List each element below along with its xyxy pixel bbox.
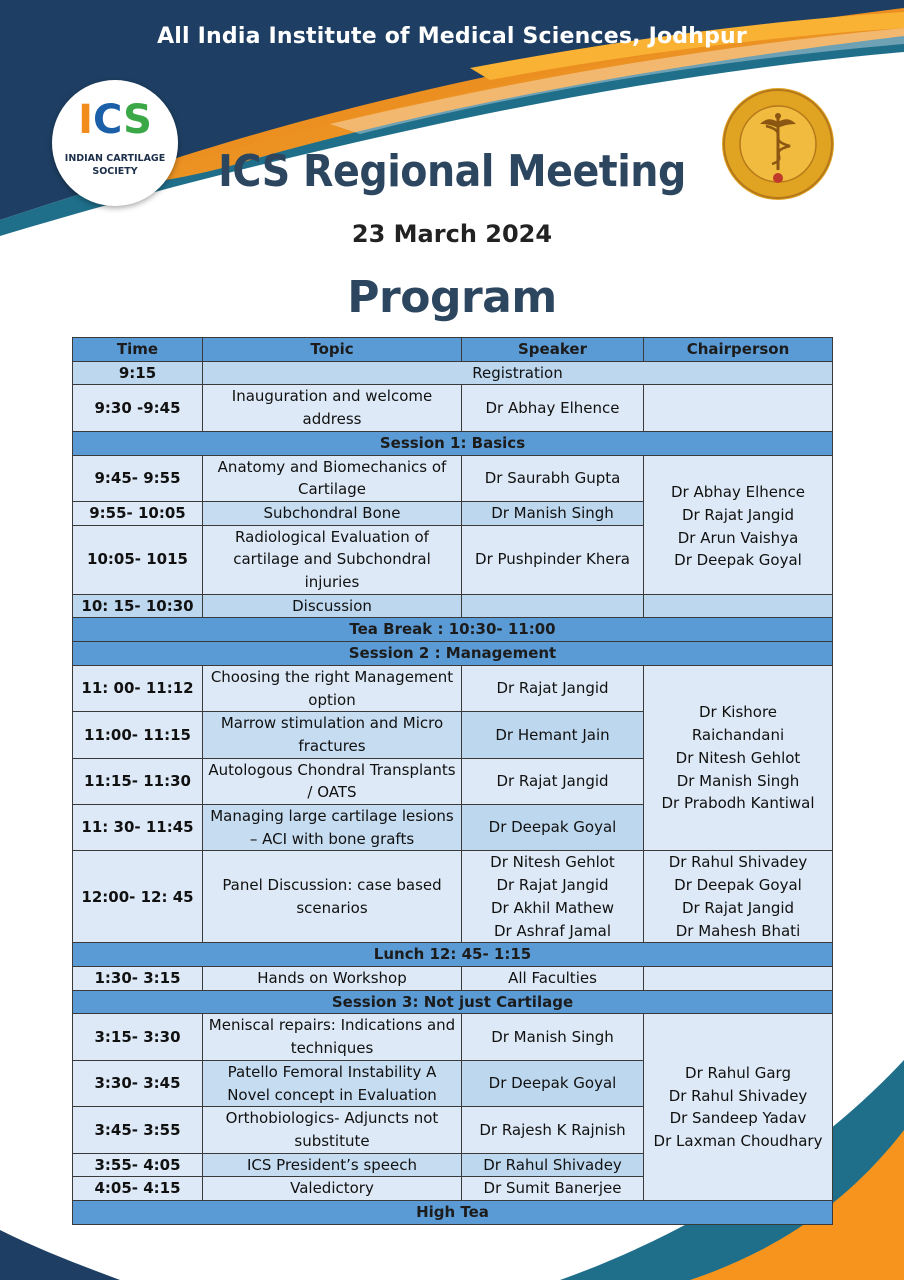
- session-title: Session 3: Not just Cartilage: [73, 990, 833, 1014]
- column-header-speaker: Speaker: [462, 338, 644, 362]
- topic-cell: Inauguration and welcome address: [203, 385, 462, 431]
- column-header-chairperson: Chairperson: [644, 338, 833, 362]
- break-row: [73, 1201, 833, 1225]
- speaker-cell: Dr Manish Singh: [462, 501, 644, 525]
- event-title: ICS Regional Meeting: [218, 146, 686, 197]
- time-cell: 9:30 -9:45: [73, 385, 203, 431]
- lunch-label: Lunch 12: 45- 1:15: [73, 943, 833, 967]
- chairperson-name: Dr Prabodh Kantiwal: [661, 794, 815, 813]
- speaker-cell: Dr Rajesh K Rajnish: [462, 1107, 644, 1153]
- chairperson-name: Dr Laxman Choudhary: [653, 1131, 823, 1150]
- table-row: [73, 455, 833, 501]
- topic-cell: Discussion: [203, 594, 462, 618]
- speaker-cell: Dr Deepak Goyal: [462, 1060, 644, 1106]
- chairperson-name: Dr Kishore Raichandani: [691, 703, 785, 745]
- session-header-row: [73, 642, 833, 666]
- time-cell: 12:00- 12: 45: [73, 851, 203, 943]
- high-tea-label: High Tea: [73, 1201, 833, 1225]
- chairperson-name: Dr Rahul Shivadey: [668, 853, 808, 872]
- speaker-name: Dr Akhil Mathew: [490, 898, 615, 917]
- chairpersons-cell: [644, 1014, 833, 1201]
- topic-cell: Orthobiologics- Adjuncts not substitute: [203, 1107, 462, 1153]
- speaker-cell: Dr Hemant Jain: [462, 712, 644, 758]
- time-cell: 10: 15- 10:30: [73, 594, 203, 618]
- topic-cell: Anatomy and Biomechanics of Cartilage: [203, 455, 462, 501]
- table-row: [73, 665, 833, 711]
- program-schedule-table: [72, 337, 833, 1225]
- chairperson-name: Dr Rahul Garg: [685, 1063, 791, 1082]
- session-header-row: [73, 431, 833, 455]
- time-cell: 3:55- 4:05: [73, 1153, 203, 1177]
- chairperson-name: Dr Mahesh Bhati: [675, 921, 801, 940]
- speaker-cell: [462, 594, 644, 618]
- chair-cell: [644, 385, 833, 431]
- speaker-name: Dr Nitesh Gehlot: [490, 853, 615, 872]
- ics-logo-mark: ICS: [78, 97, 152, 143]
- speaker-name: Dr Ashraf Jamal: [493, 921, 612, 940]
- topic-cell: Panel Discussion: case based scenarios: [203, 851, 462, 943]
- chairperson-name: Dr Rahul Shivadey: [668, 1086, 808, 1105]
- time-cell: 9:55- 10:05: [73, 501, 203, 525]
- time-cell: 3:15- 3:30: [73, 1014, 203, 1060]
- event-date: 23 March 2024: [351, 220, 553, 248]
- break-row: [73, 618, 833, 642]
- chairperson-name: Dr Deepak Goyal: [674, 876, 802, 895]
- speaker-cell: All Faculties: [462, 966, 644, 990]
- speaker-cell: Dr Pushpinder Khera: [462, 525, 644, 594]
- topic-cell: Managing large cartilage lesions – ACI with bone grafts: [203, 805, 462, 851]
- speaker-cell: Dr Saurabh Gupta: [462, 455, 644, 501]
- time-cell: 9:45- 9:55: [73, 455, 203, 501]
- table-header-row: [73, 338, 833, 362]
- topic-cell: Subchondral Bone: [203, 501, 462, 525]
- time-cell: 11: 00- 11:12: [73, 665, 203, 711]
- time-cell: 1:30- 3:15: [73, 966, 203, 990]
- topic-cell: ICS President’s speech: [203, 1153, 462, 1177]
- chairpersons-cell: [644, 665, 833, 851]
- topic-cell: Radiological Evaluation of cartilage and Subchondral injuries: [203, 525, 462, 594]
- time-cell: 11:15- 11:30: [73, 758, 203, 804]
- tea-break-label: Tea Break : 10:30- 11:00: [73, 618, 833, 642]
- speaker-name: Dr Rajat Jangid: [496, 876, 609, 895]
- break-row: [73, 943, 833, 967]
- table-row: [73, 966, 833, 990]
- table-row: [73, 594, 833, 618]
- topic-cell: Meniscal repairs: Indications and techniques: [203, 1014, 462, 1060]
- topic-cell: Autologous Chondral Transplants / OATS: [203, 758, 462, 804]
- chairperson-name: Dr Sandeep Yadav: [669, 1109, 807, 1128]
- session-title: Session 2 : Management: [73, 642, 833, 666]
- topic-cell: Hands on Workshop: [203, 966, 462, 990]
- chairperson-name: Dr Abhay Elhence: [671, 483, 805, 502]
- chairperson-name: Dr Arun Vaishya: [677, 528, 799, 547]
- table-row: [73, 385, 833, 431]
- column-header-time: Time: [73, 338, 203, 362]
- time-cell: 9:15: [73, 361, 203, 385]
- chairperson-name: Dr Rajat Jangid: [681, 505, 795, 524]
- chairperson-name: Dr Nitesh Gehlot: [675, 748, 801, 767]
- speaker-cell: Dr Manish Singh: [462, 1014, 644, 1060]
- time-cell: 3:45- 3:55: [73, 1107, 203, 1153]
- ics-logo-name: INDIAN CARTILAGE SOCIETY: [64, 153, 166, 177]
- registration-cell: Registration: [203, 361, 833, 385]
- time-cell: 10:05- 1015: [73, 525, 203, 594]
- time-cell: 3:30- 3:45: [73, 1060, 203, 1106]
- speaker-cell: Dr Deepak Goyal: [462, 805, 644, 851]
- time-cell: 4:05- 4:15: [73, 1177, 203, 1201]
- speaker-cell: Dr Rahul Shivadey: [462, 1153, 644, 1177]
- topic-cell: Marrow stimulation and Micro fractures: [203, 712, 462, 758]
- table-row: [73, 1014, 833, 1060]
- chairpersons-cell: [644, 455, 833, 594]
- table-row: [73, 851, 833, 943]
- topic-cell: Choosing the right Management option: [203, 665, 462, 711]
- chairperson-name: Dr Rajat Jangid: [681, 898, 795, 917]
- table-row: [73, 361, 833, 385]
- chairperson-name: Dr Deepak Goyal: [674, 551, 802, 570]
- speaker-cell: Dr Rajat Jangid: [462, 665, 644, 711]
- time-cell: 11:00- 11:15: [73, 712, 203, 758]
- speakers-cell: [462, 851, 644, 943]
- chair-cell: [644, 594, 833, 618]
- column-header-topic: Topic: [203, 338, 462, 362]
- topic-cell: Valedictory: [203, 1177, 462, 1201]
- speaker-cell: Dr Rajat Jangid: [462, 758, 644, 804]
- institute-name: All India Institute of Medical Sciences, Jodhpur: [157, 24, 747, 49]
- chair-cell: [644, 966, 833, 990]
- session-title: Session 1: Basics: [73, 431, 833, 455]
- speaker-cell: Dr Abhay Elhence: [462, 385, 644, 431]
- time-cell: 11: 30- 11:45: [73, 805, 203, 851]
- program-heading: Program: [347, 272, 557, 323]
- chairpersons-cell: [644, 851, 833, 943]
- session-header-row: [73, 990, 833, 1014]
- speaker-cell: Dr Sumit Banerjee: [462, 1177, 644, 1201]
- chairperson-name: Dr Manish Singh: [676, 771, 800, 790]
- topic-cell: Patello Femoral Instability A Novel concept in Evaluation: [203, 1060, 462, 1106]
